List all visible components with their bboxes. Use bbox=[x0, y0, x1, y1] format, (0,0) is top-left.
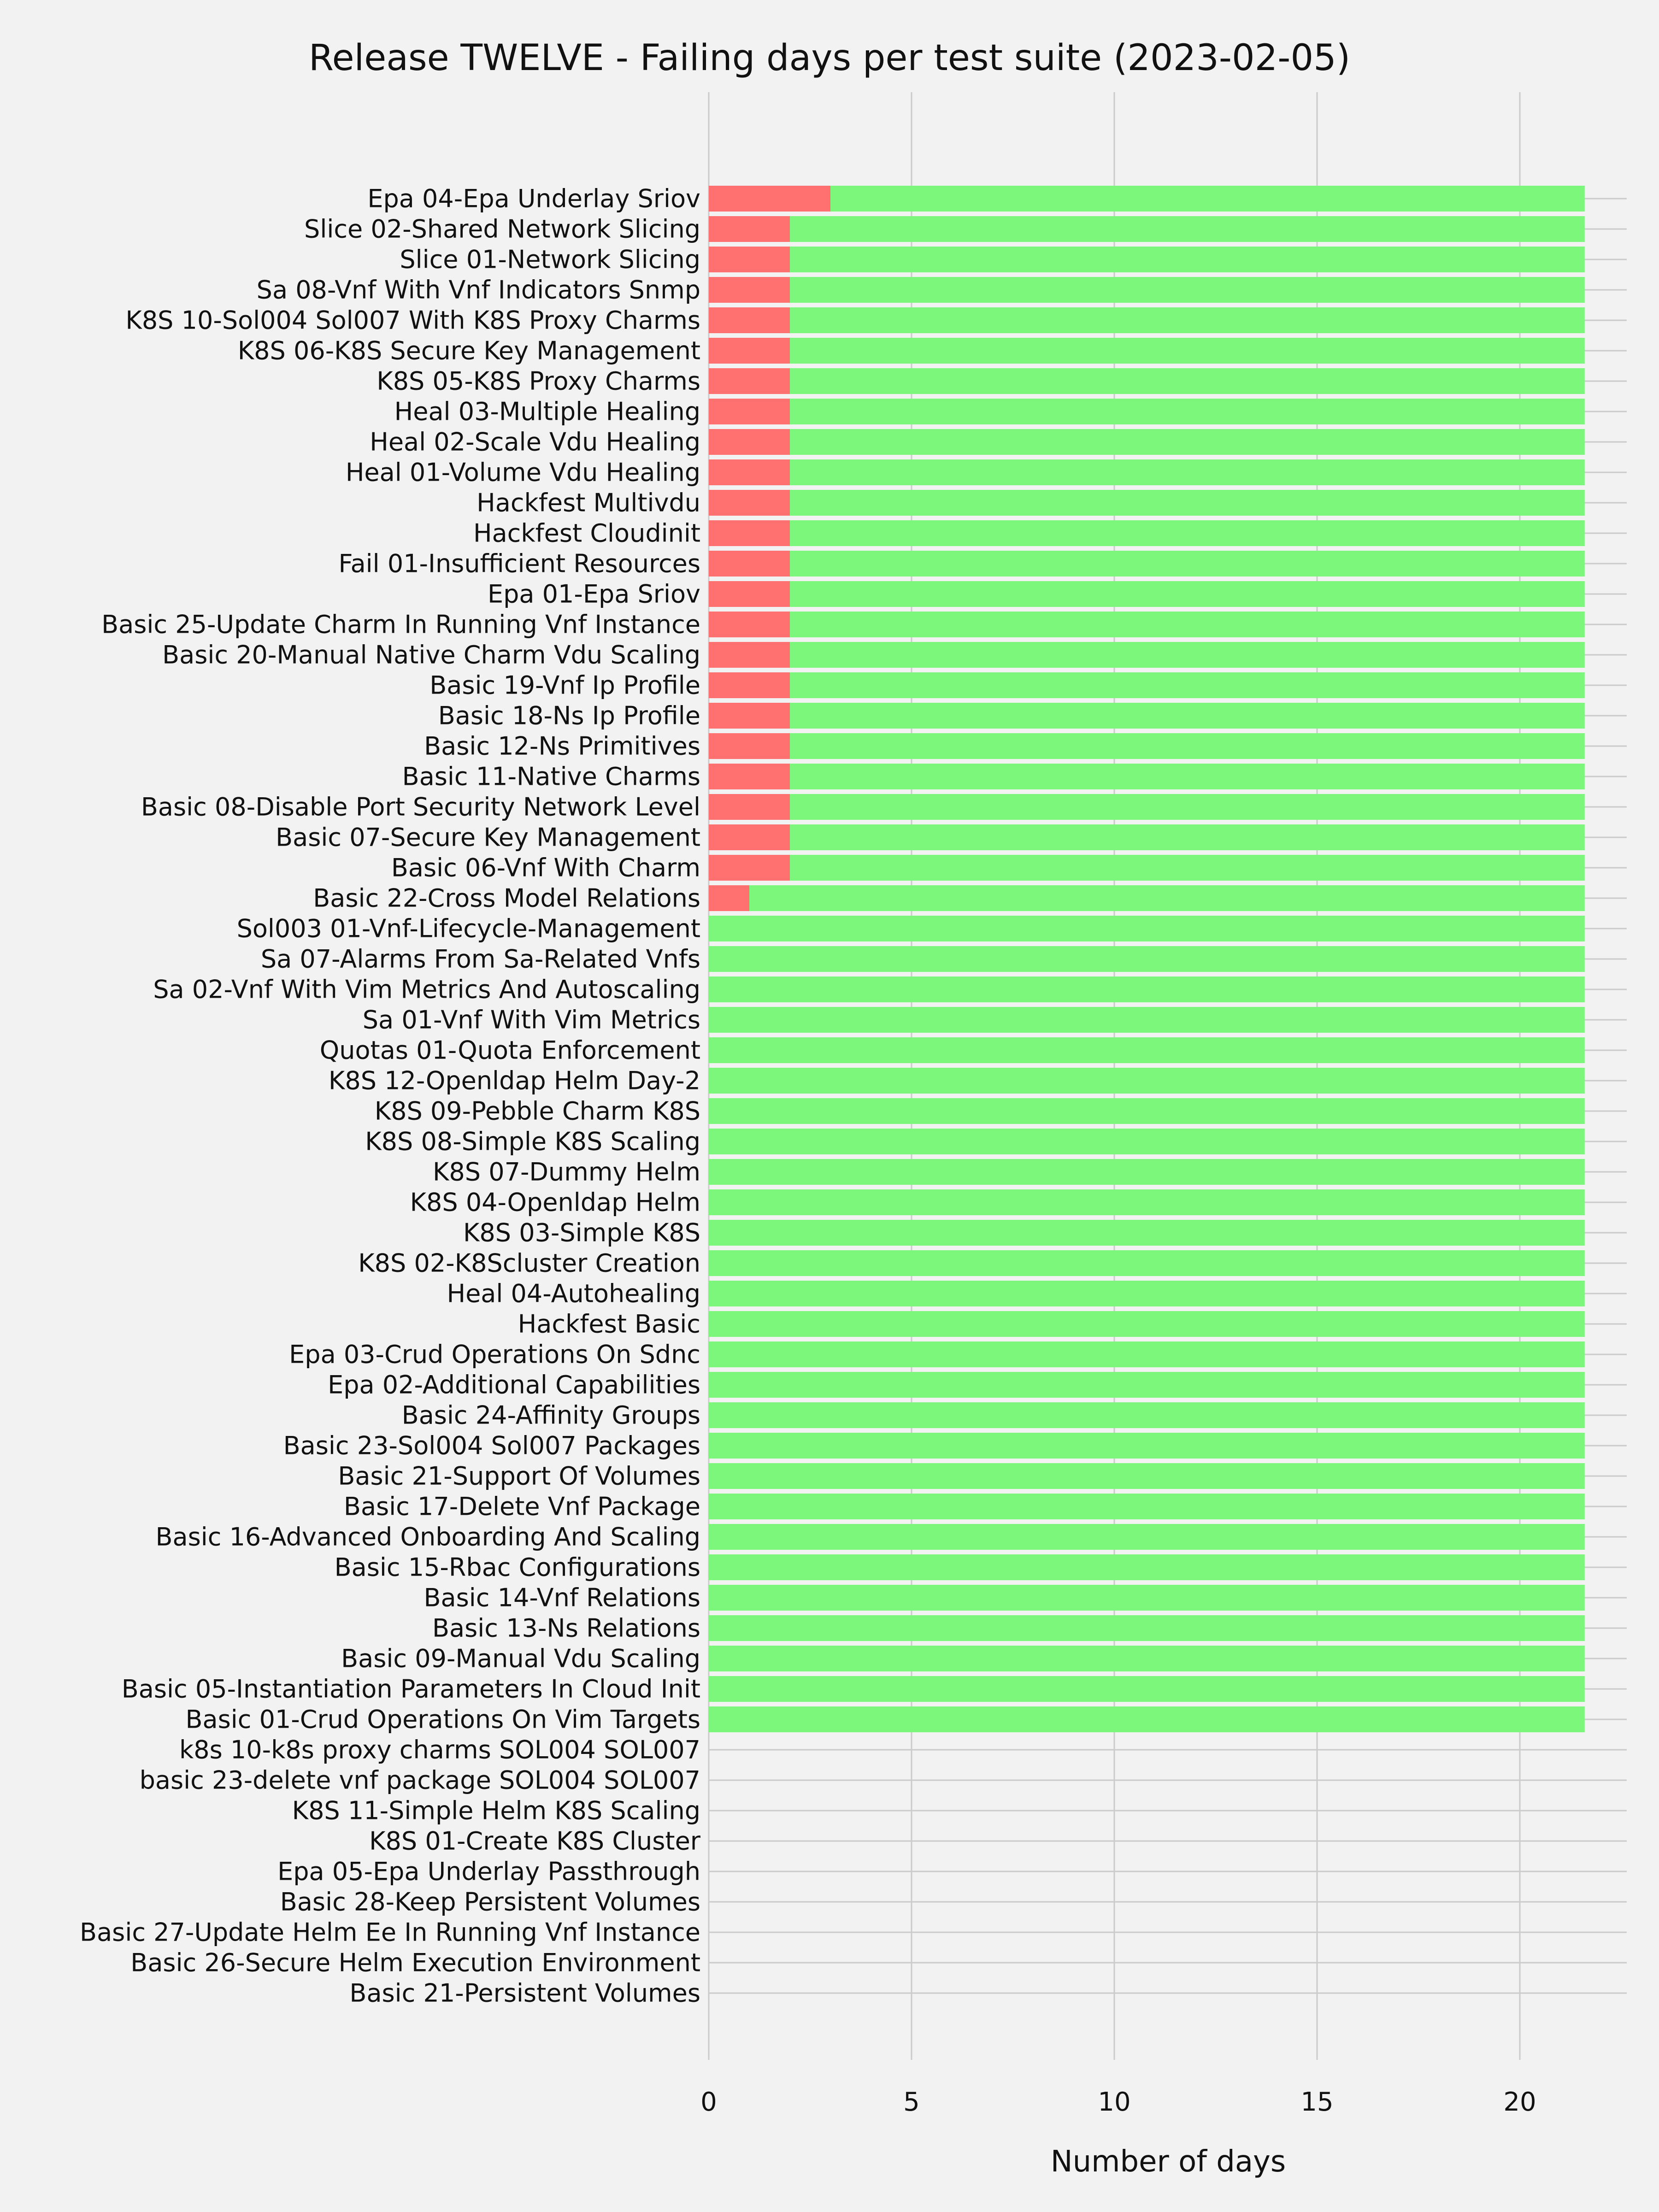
bar-passing-days bbox=[790, 551, 1585, 577]
bar-passing-days bbox=[790, 277, 1585, 303]
bar-passing-days bbox=[709, 1068, 1585, 1094]
x-tick-label: 0 bbox=[700, 2087, 717, 2117]
bar-failing-days bbox=[709, 581, 790, 607]
category-label: Epa 04-Epa Underlay Sriov bbox=[367, 184, 700, 213]
category-label: Sa 08-Vnf With Vnf Indicators Snmp bbox=[256, 275, 700, 305]
bar-passing-days bbox=[709, 916, 1585, 941]
bar-passing-days bbox=[709, 1554, 1585, 1580]
bar-passing-days bbox=[709, 1189, 1585, 1215]
category-label: Basic 14-Vnf Relations bbox=[424, 1583, 700, 1612]
category-label: K8S 12-Openldap Helm Day-2 bbox=[328, 1066, 700, 1095]
category-label: Basic 21-Persistent Volumes bbox=[349, 1978, 700, 2008]
category-label: Basic 27-Update Helm Ee In Running Vnf Instance bbox=[80, 1918, 700, 1947]
bar-passing-days bbox=[709, 1311, 1585, 1337]
category-label: K8S 09-Pebble Charm K8S bbox=[374, 1096, 700, 1126]
bar-failing-days bbox=[709, 612, 790, 637]
category-label: Basic 05-Instantiation Parameters In Cloud Init bbox=[121, 1674, 700, 1704]
bar-failing-days bbox=[709, 703, 790, 729]
x-tick-label: 10 bbox=[1098, 2087, 1131, 2117]
bar-passing-days bbox=[790, 855, 1585, 881]
bar-failing-days bbox=[709, 307, 790, 333]
x-tick-label: 15 bbox=[1300, 2087, 1334, 2117]
category-label: K8S 03-Simple K8S bbox=[463, 1218, 700, 1247]
bar-failing-days bbox=[709, 520, 790, 546]
bar-passing-days bbox=[709, 977, 1585, 1002]
bar-passing-days bbox=[709, 1494, 1585, 1519]
bar-passing-days bbox=[790, 733, 1585, 759]
bar-passing-days bbox=[790, 216, 1585, 242]
category-label: k8s 10-k8s proxy charms SOL004 SOL007 bbox=[179, 1735, 700, 1765]
category-label: Basic 12-Ns Primitives bbox=[424, 731, 700, 761]
category-label: Hackfest Cloudinit bbox=[473, 518, 700, 548]
category-label: K8S 04-Openldap Helm bbox=[410, 1188, 700, 1217]
bar-passing-days bbox=[709, 1372, 1585, 1398]
bar-failing-days bbox=[709, 216, 790, 242]
bars bbox=[709, 186, 1585, 1732]
category-label: Basic 17-Delete Vnf Package bbox=[343, 1492, 700, 1521]
category-label: Basic 22-Cross Model Relations bbox=[313, 883, 700, 913]
category-label: Sol003 01-Vnf-Lifecycle-Management bbox=[236, 914, 700, 943]
bar-passing-days bbox=[709, 1615, 1585, 1641]
bar-passing-days bbox=[830, 186, 1585, 212]
category-label: Basic 26-Secure Helm Execution Environment bbox=[130, 1948, 700, 1977]
category-label: K8S 01-Create K8S Cluster bbox=[369, 1826, 700, 1856]
bar-passing-days bbox=[709, 1524, 1585, 1550]
category-label: Heal 02-Scale Vdu Healing bbox=[370, 427, 700, 457]
bar-passing-days bbox=[790, 490, 1585, 516]
bar-passing-days bbox=[790, 307, 1585, 333]
bar-failing-days bbox=[709, 247, 790, 272]
bar-passing-days bbox=[790, 459, 1585, 485]
category-label: K8S 02-K8Scluster Creation bbox=[358, 1248, 700, 1278]
bar-passing-days bbox=[709, 1341, 1585, 1367]
bar-passing-days bbox=[709, 1129, 1585, 1154]
bar-passing-days bbox=[790, 247, 1585, 272]
bar-passing-days bbox=[790, 368, 1585, 394]
category-label: Epa 03-Crud Operations On Sdnc bbox=[289, 1340, 700, 1369]
category-label: Epa 02-Additional Capabilities bbox=[328, 1370, 700, 1400]
category-label: Basic 16-Advanced Onboarding And Scaling bbox=[155, 1522, 700, 1552]
bar-failing-days bbox=[709, 338, 790, 364]
bar-passing-days bbox=[709, 1433, 1585, 1459]
bar-passing-days bbox=[790, 399, 1585, 424]
bar-failing-days bbox=[709, 186, 830, 212]
category-label: Basic 20-Manual Native Charm Vdu Scaling bbox=[162, 640, 700, 670]
category-label: Epa 05-Epa Underlay Passthrough bbox=[277, 1857, 700, 1886]
category-label: Basic 21-Support Of Volumes bbox=[338, 1461, 700, 1491]
bar-passing-days bbox=[709, 1585, 1585, 1611]
bar-passing-days bbox=[709, 1281, 1585, 1306]
bar-failing-days bbox=[709, 672, 790, 698]
bar-failing-days bbox=[709, 885, 749, 911]
category-label: Basic 24-Affinity Groups bbox=[401, 1400, 700, 1430]
bar-passing-days bbox=[709, 1706, 1585, 1732]
bar-failing-days bbox=[709, 399, 790, 424]
bar-passing-days bbox=[790, 338, 1585, 364]
category-label: Basic 19-Vnf Ip Profile bbox=[429, 671, 700, 700]
bar-passing-days bbox=[749, 885, 1585, 911]
category-label: Basic 23-Sol004 Sol007 Packages bbox=[283, 1431, 700, 1460]
bar-passing-days bbox=[790, 824, 1585, 850]
category-label: Basic 11-Native Charms bbox=[402, 762, 700, 791]
bar-failing-days bbox=[709, 824, 790, 850]
category-label: Basic 08-Disable Port Security Network Level bbox=[141, 792, 700, 822]
bar-passing-days bbox=[790, 581, 1585, 607]
bar-failing-days bbox=[709, 794, 790, 820]
bar-passing-days bbox=[790, 642, 1585, 668]
category-label: Hackfest Multivdu bbox=[477, 488, 700, 518]
bar-failing-days bbox=[709, 429, 790, 455]
bar-failing-days bbox=[709, 277, 790, 303]
category-label: Basic 06-Vnf With Charm bbox=[391, 853, 700, 882]
category-label: Basic 13-Ns Relations bbox=[432, 1613, 700, 1643]
category-label: Epa 01-Epa Sriov bbox=[488, 579, 700, 609]
bar-passing-days bbox=[709, 1402, 1585, 1428]
category-label: K8S 05-K8S Proxy Charms bbox=[377, 366, 700, 396]
category-label: Fail 01-Insufficient Resources bbox=[338, 549, 700, 578]
bar-failing-days bbox=[709, 490, 790, 516]
category-label: Basic 07-Secure Key Management bbox=[276, 823, 700, 852]
bar-passing-days bbox=[790, 672, 1585, 698]
category-label: Quotas 01-Quota Enforcement bbox=[319, 1035, 700, 1065]
category-label: Basic 01-Crud Operations On Vim Targets bbox=[185, 1705, 700, 1734]
bar-passing-days bbox=[709, 1646, 1585, 1671]
category-label: Basic 28-Keep Persistent Volumes bbox=[280, 1887, 700, 1917]
bar-passing-days bbox=[709, 1159, 1585, 1185]
x-tick-label: 20 bbox=[1503, 2087, 1536, 2117]
category-label: K8S 10-Sol004 Sol007 With K8S Proxy Charms bbox=[125, 306, 700, 335]
category-label: Basic 25-Update Charm In Running Vnf Instance bbox=[101, 610, 700, 639]
chart-title: Release TWELVE - Failing days per test suite (2023-02-05) bbox=[308, 37, 1351, 79]
bar-passing-days bbox=[709, 1098, 1585, 1124]
bar-failing-days bbox=[709, 459, 790, 485]
category-label: K8S 06-K8S Secure Key Management bbox=[237, 336, 700, 365]
x-axis-title: Number of days bbox=[1050, 2145, 1286, 2179]
category-label: Heal 04-Autohealing bbox=[447, 1279, 700, 1308]
bar-passing-days bbox=[709, 1676, 1585, 1702]
bar-passing-days bbox=[790, 429, 1585, 455]
bar-passing-days bbox=[790, 520, 1585, 546]
bar-passing-days bbox=[709, 1250, 1585, 1276]
bar-passing-days bbox=[709, 1463, 1585, 1489]
category-label: Heal 01-Volume Vdu Healing bbox=[345, 458, 700, 487]
category-label: K8S 11-Simple Helm K8S Scaling bbox=[292, 1796, 700, 1825]
bar-passing-days bbox=[709, 946, 1585, 972]
category-label: K8S 07-Dummy Helm bbox=[433, 1157, 700, 1187]
bar-passing-days bbox=[790, 612, 1585, 637]
x-tick-label: 5 bbox=[903, 2087, 920, 2117]
bar-failing-days bbox=[709, 368, 790, 394]
bar-passing-days bbox=[709, 1220, 1585, 1246]
category-label: K8S 08-Simple K8S Scaling bbox=[365, 1127, 700, 1156]
category-label: basic 23-delete vnf package SOL004 SOL007 bbox=[139, 1765, 700, 1795]
bar-passing-days bbox=[790, 764, 1585, 789]
bar-passing-days bbox=[790, 794, 1585, 820]
bar-failing-days bbox=[709, 642, 790, 668]
category-label: Basic 15-Rbac Configurations bbox=[334, 1553, 700, 1582]
category-label: Basic 09-Manual Vdu Scaling bbox=[341, 1644, 700, 1673]
bar-failing-days bbox=[709, 764, 790, 789]
bar-passing-days bbox=[709, 1037, 1585, 1063]
category-label: Slice 01-Network Slicing bbox=[400, 245, 700, 274]
bar-passing-days bbox=[709, 1007, 1585, 1033]
bar-failing-days bbox=[709, 733, 790, 759]
bar-passing-days bbox=[790, 703, 1585, 729]
category-label: Slice 02-Shared Network Slicing bbox=[304, 214, 700, 244]
category-label: Sa 02-Vnf With Vim Metrics And Autoscaling bbox=[153, 975, 700, 1004]
category-label: Hackfest Basic bbox=[518, 1309, 700, 1339]
bar-failing-days bbox=[709, 855, 790, 881]
category-label: Heal 03-Multiple Healing bbox=[394, 397, 700, 426]
category-label: Sa 01-Vnf With Vim Metrics bbox=[362, 1005, 700, 1035]
bar-failing-days bbox=[709, 551, 790, 577]
category-label: Sa 07-Alarms From Sa-Related Vnfs bbox=[260, 944, 700, 974]
category-label: Basic 18-Ns Ip Profile bbox=[438, 701, 700, 730]
